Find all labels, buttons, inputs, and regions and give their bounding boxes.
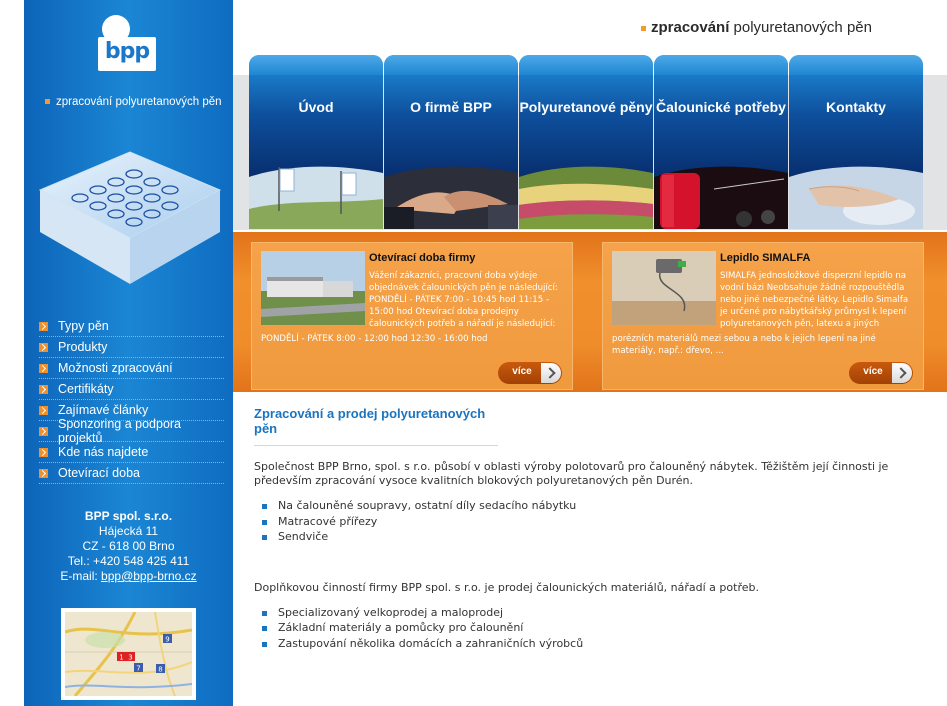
news-text: SIMALFA jednosložkové disperzní lepidlo na vodní bázi Neobsahuje žádné rozpouštědla nebo jiné nebezpečné látky. Lepidlo Simalfa je určené pro nábytkářský průmysl k lepení polyuretanových pěn, latexu a jiných <box>720 271 909 329</box>
address-city: CZ - 618 00 Brno <box>82 539 175 553</box>
email-label: E-mail: <box>60 569 102 583</box>
list-item: Základní materiály a pomůcky pro čalounění <box>254 620 894 636</box>
email-link[interactable]: bpp@bpp-brno.cz <box>101 569 197 583</box>
menu-item-kde-nas-najdete[interactable] <box>39 442 224 463</box>
mouse-hand-photo <box>789 159 923 229</box>
more-button-label: více <box>863 366 883 377</box>
menu-item-produkty[interactable] <box>39 337 224 358</box>
building-photo <box>261 251 365 325</box>
flags-photo <box>249 159 383 229</box>
email-row <box>24 569 233 584</box>
news-title[interactable]: Lepidlo SIMALFA <box>720 252 811 264</box>
header-tagline-bold: zpracování <box>651 19 730 36</box>
map-image <box>65 612 192 696</box>
bpp-logo[interactable] <box>98 15 158 73</box>
news-text-continued: porézních materiálů mezi sebou a nebo k jejich lepení na jiné materiály, např.: dřevo, ... <box>612 334 876 356</box>
nav-tab-calounicke-potreby[interactable] <box>654 55 788 229</box>
menu-item-label: Kde nás najdete <box>58 445 149 459</box>
list-item: Zastupování několika domácích a zahraničních výrobců <box>254 636 894 652</box>
menu-item-label: Zajímavé články <box>58 403 149 417</box>
chevron-right-icon <box>892 363 912 383</box>
thread-spools-photo <box>654 159 788 229</box>
header-tagline-rest: polyuretanových pěn <box>729 19 872 36</box>
list-item: Specializovaný velkoprodej a maloprodej <box>254 605 894 621</box>
contact-block <box>24 509 233 584</box>
nav-tab-label: Kontakty <box>826 99 886 115</box>
nav-tab-o-firme[interactable] <box>384 55 518 229</box>
news-title[interactable]: Otevírací doba firmy <box>369 252 476 264</box>
menu-item-label: Možnosti zpracování <box>58 361 173 375</box>
arrow-bullet-icon <box>39 427 48 436</box>
menu-item-certifikaty[interactable] <box>39 379 224 400</box>
news-box-oteviraci-doba <box>251 242 573 390</box>
logo-text: bpp <box>104 39 150 64</box>
address-street: Hájecká 11 <box>98 524 159 538</box>
map-marker-label: 1 <box>119 653 124 662</box>
services-list <box>254 498 894 545</box>
main-nav <box>249 55 923 229</box>
arrow-bullet-icon <box>39 406 48 415</box>
handshake-photo <box>384 159 518 229</box>
news-box-lepidlo-simalfa <box>602 242 924 390</box>
menu-item-moznosti-zpracovani[interactable] <box>39 358 224 379</box>
tab-cap <box>384 55 518 75</box>
secondary-paragraph: Doplňkovou činností firmy BPP spol. s r.o. je prodej čalounických materiálů, nářadí a potřeb. <box>254 580 759 594</box>
menu-item-label: Sponzoring a podpora projektů <box>58 417 182 445</box>
nav-tab-kontakty[interactable] <box>789 55 923 229</box>
menu-item-label: Produkty <box>58 340 108 354</box>
arrow-bullet-icon <box>39 343 48 352</box>
page-title: Zpracování a prodej polyuretanových pěn <box>254 406 498 446</box>
tab-cap <box>789 55 923 75</box>
nav-tab-label: Polyuretanové pěny <box>519 99 653 115</box>
sidebar-menu <box>39 316 224 484</box>
location-map[interactable] <box>61 608 196 700</box>
map-marker-label: 9 <box>165 635 170 644</box>
header-tagline <box>641 19 872 36</box>
list-item: Matracové přířezy <box>254 514 894 530</box>
arrow-bullet-icon <box>39 385 48 394</box>
list-item: Na čalouněné soupravy, ostatní díly sedacího nábytku <box>254 498 894 514</box>
arrow-bullet-icon <box>39 322 48 331</box>
mattress-image <box>38 128 222 288</box>
map-marker-label: 8 <box>158 665 163 674</box>
list-item: Sendviče <box>254 529 894 545</box>
left-sidebar <box>24 0 233 706</box>
chevron-right-icon <box>541 363 561 383</box>
news-text: Vážení zákazníci, pracovní doba výdeje objednávek čalounických pěn je následující: PONDĚLÍ - PÁTEK 7:00 - 10:45 hod 11:15 - 15:00 hod Otevírací doba prodejny čalounických potřeb a nářadí je následující: <box>369 271 558 329</box>
menu-item-label: Typy pěn <box>58 319 109 333</box>
news-text-continued: PONDĚLÍ - PÁTEK 8:00 - 12:00 hod 12:30 - 16:00 hod <box>261 334 488 344</box>
intro-paragraph: Společnost BPP Brno, spol. s r.o. působí v oblasti výroby polotovarů pro čalouněný nábytek. Těžištěm její činnosti je především zpracování vysoce kvalitních blokových polyuretanových pěn Durén. <box>254 460 889 487</box>
foam-photo <box>519 159 653 229</box>
arrow-bullet-icon <box>39 448 48 457</box>
more-button-label: více <box>512 366 532 377</box>
menu-item-label: Certifikáty <box>58 382 114 396</box>
company-name: BPP spol. s.r.o. <box>84 509 173 523</box>
nav-tab-uvod[interactable] <box>249 55 383 229</box>
sidebar-tagline: zpracování polyuretanových pěn <box>45 96 222 108</box>
sales-list <box>254 605 894 652</box>
more-button[interactable] <box>498 362 562 384</box>
arrow-bullet-icon <box>39 469 48 478</box>
tab-cap <box>654 55 788 75</box>
menu-item-typy-pen[interactable] <box>39 316 224 337</box>
map-marker-label: 3 <box>128 653 133 662</box>
nav-tab-label: Úvod <box>298 99 334 115</box>
glue-dispenser-photo <box>612 251 716 325</box>
more-button[interactable] <box>849 362 913 384</box>
arrow-bullet-icon <box>39 364 48 373</box>
nav-tab-label: O firmě BPP <box>410 99 492 115</box>
main-content <box>254 406 894 651</box>
map-marker-label: 7 <box>136 664 141 673</box>
nav-tab-polyuretanove-peny[interactable] <box>519 55 653 229</box>
menu-item-label: Otevírací doba <box>58 466 140 480</box>
menu-item-sponzoring[interactable] <box>39 417 224 445</box>
tab-cap <box>519 55 653 75</box>
phone-number: Tel.: +420 548 425 411 <box>67 554 190 568</box>
tab-cap <box>249 55 383 75</box>
nav-tab-label: Čalounické potřeby <box>656 99 786 115</box>
menu-item-oteviraci-doba[interactable] <box>39 463 224 484</box>
